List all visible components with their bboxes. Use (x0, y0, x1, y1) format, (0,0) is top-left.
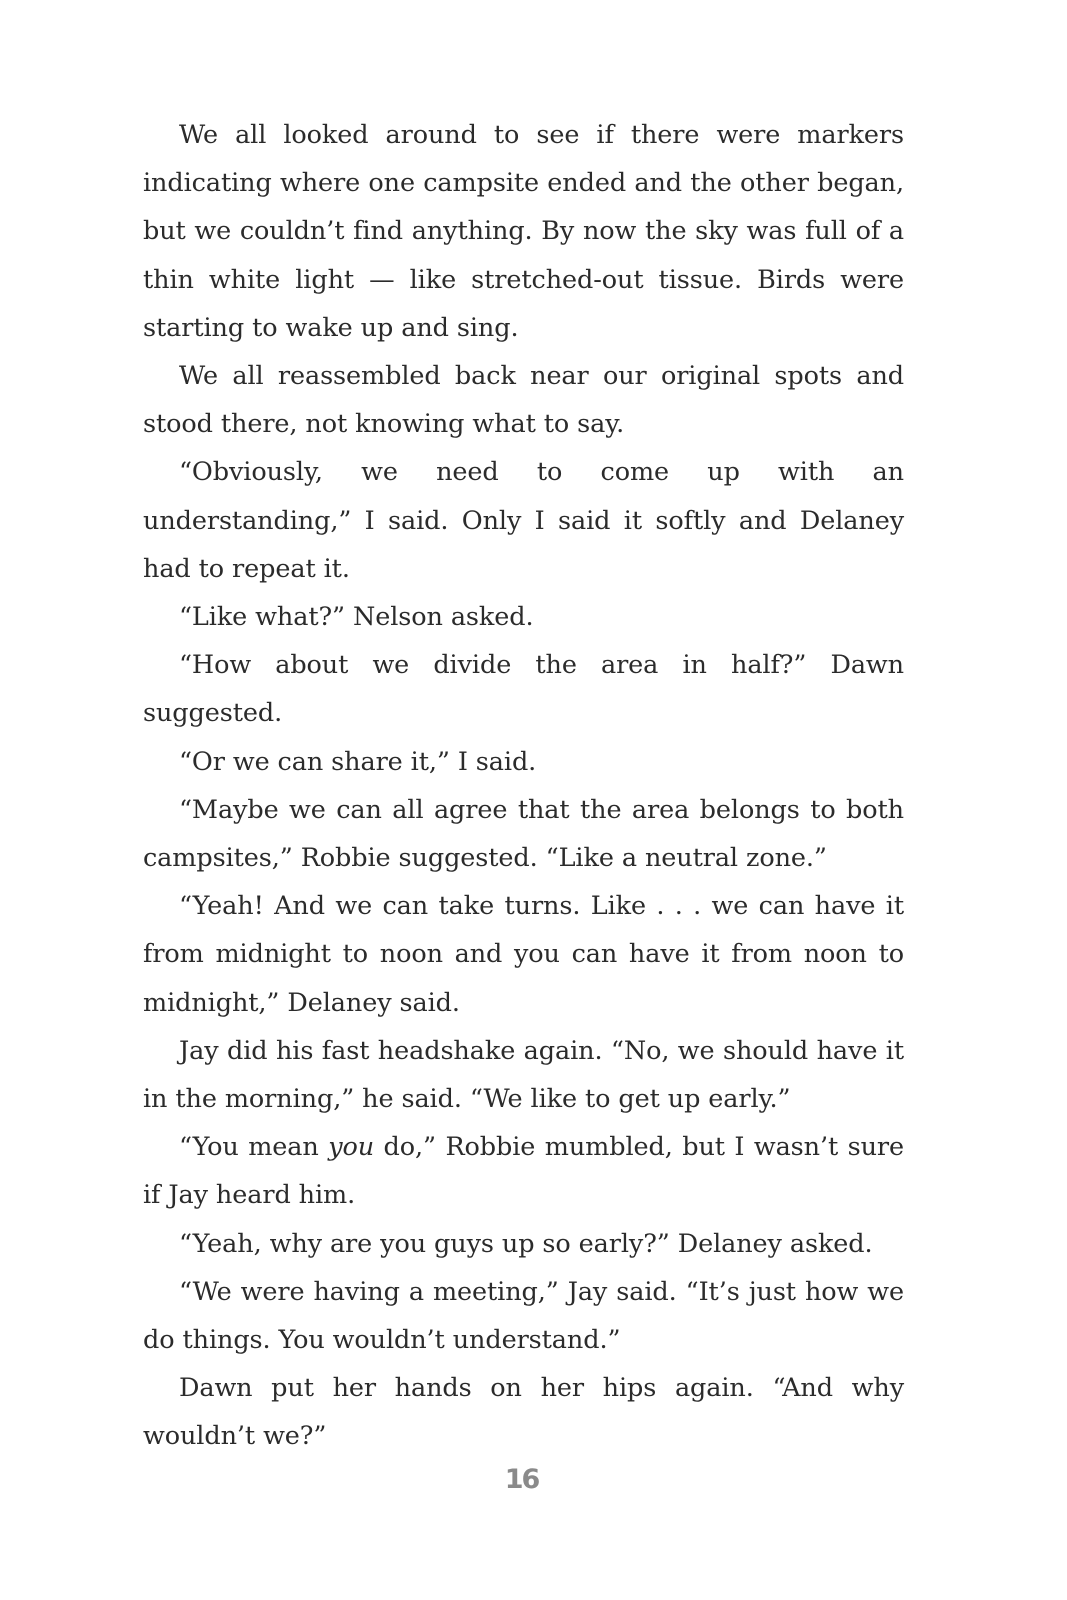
paragraph-text: “You mean (179, 1132, 329, 1163)
paragraph: We all looked around to see if there were markers indicating where one campsite ended and the other began, but we couldn’t find anything. By now the sky was full of a thin white light — like stretched-out tissue. Birds were starting to wake up and sing. (143, 120, 904, 343)
paragraph-text: do,” Robbie mumbled, but I wasn’t sure if Jay heard him. (143, 1132, 904, 1211)
paragraph: “How about we divide the area in half?” Dawn suggested. (143, 650, 904, 729)
paragraph: Dawn put her hands on her hips again. “And why wouldn’t we?” (143, 1373, 904, 1452)
body-text (143, 111, 904, 1461)
paragraph: “Maybe we can all agree that the area belongs to both campsites,” Robbie suggested. “Like a neutral zone.” (143, 794, 904, 874)
paragraph: “Yeah, why are you guys up so early?” Delaney asked. (179, 1228, 873, 1259)
paragraph: “Or we can share it,” I said. (179, 746, 537, 777)
paragraph: “Yeah! And we can take turns. Like . . . we can have it from midnight to noon and you can have it from noon to midnight,” Delaney said. (143, 891, 904, 1018)
paragraph (143, 1123, 904, 1219)
paragraph: “Obviously, we need to come up with an understanding,” I said. Only I said it softly and Delaney had to repeat it. (143, 457, 904, 584)
paragraph: “Like what?” Nelson asked. (179, 602, 534, 633)
page-number: 16 (504, 1464, 539, 1495)
paragraph: “We were having a meeting,” Jay said. “It’s just how we do things. You wouldn’t understand.” (143, 1276, 904, 1356)
paragraph: Jay did his fast headshake again. “No, we should have it in the morning,” he said. “We like to get up early.” (143, 1035, 904, 1115)
emphasized-word: you (328, 1132, 375, 1163)
paragraph: We all reassembled back near our original spots and stood there, not knowing what to say. (143, 361, 904, 440)
